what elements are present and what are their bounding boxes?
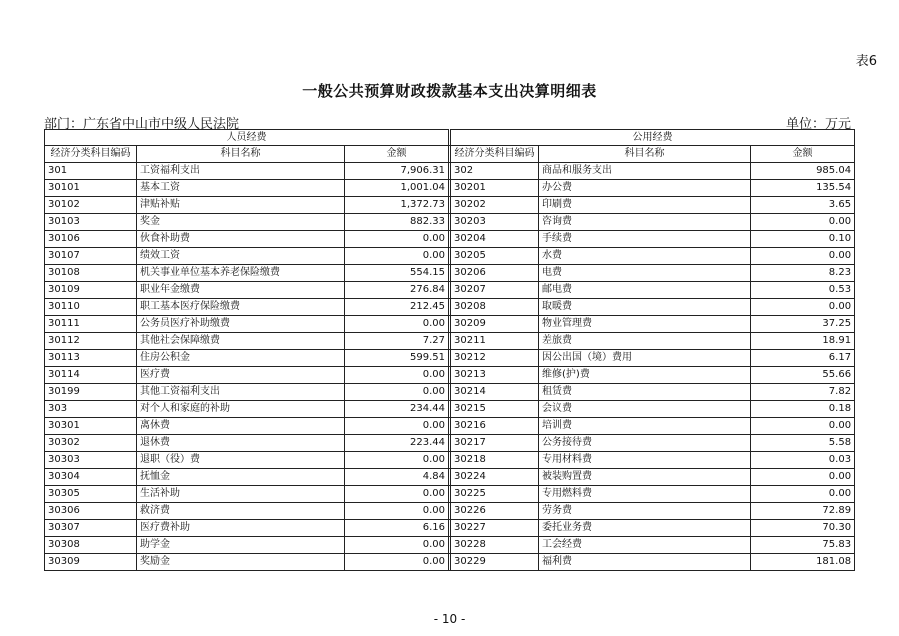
document-title: 一般公共预算财政拨款基本支出决算明细表 xyxy=(302,82,597,100)
public-name-cell: 差旅费 xyxy=(539,333,751,350)
table-row xyxy=(45,350,855,367)
personnel-amount-cell: 7,906.31 xyxy=(345,163,449,180)
public-amount-cell: 135.54 xyxy=(751,180,855,197)
personnel-name-cell: 公务员医疗补助缴费 xyxy=(137,316,345,333)
table-row xyxy=(45,384,855,401)
personnel-code-cell: 30306 xyxy=(45,503,137,520)
public-amount-cell: 0.03 xyxy=(751,452,855,469)
personnel-name-cell: 奖励金 xyxy=(137,554,345,571)
personnel-expenses-header: 人员经费 xyxy=(45,130,449,146)
personnel-code-cell: 30106 xyxy=(45,231,137,248)
table-row xyxy=(45,265,855,282)
personnel-amount-cell: 0.00 xyxy=(345,554,449,571)
public-name-cell: 培训费 xyxy=(539,418,751,435)
personnel-name-cell: 医疗费 xyxy=(137,367,345,384)
public-code-cell: 30208 xyxy=(451,299,539,316)
public-amount-cell: 0.00 xyxy=(751,469,855,486)
public-code-cell: 30207 xyxy=(451,282,539,299)
personnel-code-cell: 30302 xyxy=(45,435,137,452)
table-row xyxy=(45,197,855,214)
personnel-code-cell: 30110 xyxy=(45,299,137,316)
public-amount-cell: 75.83 xyxy=(751,537,855,554)
public-expenses-header: 公用经费 xyxy=(451,130,855,146)
public-name-cell: 水费 xyxy=(539,248,751,265)
personnel-name-cell: 救济费 xyxy=(137,503,345,520)
personnel-code-cell: 30101 xyxy=(45,180,137,197)
left-amount-header: 金额 xyxy=(345,146,449,163)
public-name-cell: 因公出国（境）费用 xyxy=(539,350,751,367)
public-name-cell: 劳务费 xyxy=(539,503,751,520)
public-code-cell: 30214 xyxy=(451,384,539,401)
personnel-code-cell: 30303 xyxy=(45,452,137,469)
personnel-amount-cell: 223.44 xyxy=(345,435,449,452)
public-code-cell: 30217 xyxy=(451,435,539,452)
personnel-code-cell: 30103 xyxy=(45,214,137,231)
public-amount-cell: 55.66 xyxy=(751,367,855,384)
public-code-cell: 30225 xyxy=(451,486,539,503)
personnel-amount-cell: 6.16 xyxy=(345,520,449,537)
personnel-amount-cell: 0.00 xyxy=(345,537,449,554)
personnel-amount-cell: 554.15 xyxy=(345,265,449,282)
personnel-name-cell: 津贴补贴 xyxy=(137,197,345,214)
personnel-name-cell: 其他工资福利支出 xyxy=(137,384,345,401)
unit-label: 单位：万元 xyxy=(785,117,851,132)
public-amount-cell: 0.00 xyxy=(751,248,855,265)
table-row xyxy=(45,180,855,197)
table-row xyxy=(45,554,855,571)
budget-table xyxy=(44,129,855,571)
personnel-name-cell: 工资福利支出 xyxy=(137,163,345,180)
personnel-amount-cell: 0.00 xyxy=(345,418,449,435)
personnel-amount-cell: 0.00 xyxy=(345,503,449,520)
public-amount-cell: 0.18 xyxy=(751,401,855,418)
public-name-cell: 委托业务费 xyxy=(539,520,751,537)
table-row xyxy=(45,231,855,248)
personnel-name-cell: 伙食补助费 xyxy=(137,231,345,248)
public-name-cell: 专用材料费 xyxy=(539,452,751,469)
personnel-amount-cell: 0.00 xyxy=(345,367,449,384)
public-code-cell: 30206 xyxy=(451,265,539,282)
personnel-code-cell: 30307 xyxy=(45,520,137,537)
table-row xyxy=(45,282,855,299)
personnel-name-cell: 绩效工资 xyxy=(137,248,345,265)
public-name-cell: 商品和服务支出 xyxy=(539,163,751,180)
public-amount-cell: 0.00 xyxy=(751,418,855,435)
public-amount-cell: 37.25 xyxy=(751,316,855,333)
public-amount-cell: 0.00 xyxy=(751,486,855,503)
public-code-cell: 30212 xyxy=(451,350,539,367)
left-code-header: 经济分类科目编码 xyxy=(45,146,137,163)
public-amount-cell: 8.23 xyxy=(751,265,855,282)
personnel-name-cell: 抚恤金 xyxy=(137,469,345,486)
personnel-name-cell: 基本工资 xyxy=(137,180,345,197)
personnel-amount-cell: 599.51 xyxy=(345,350,449,367)
public-code-cell: 30218 xyxy=(451,452,539,469)
public-code-cell: 30209 xyxy=(451,316,539,333)
table-row xyxy=(45,163,855,180)
personnel-name-cell: 退休费 xyxy=(137,435,345,452)
table-body xyxy=(45,163,855,571)
public-name-cell: 手续费 xyxy=(539,231,751,248)
public-code-cell: 30204 xyxy=(451,231,539,248)
public-name-cell: 会议费 xyxy=(539,401,751,418)
table-row xyxy=(45,486,855,503)
personnel-code-cell: 30308 xyxy=(45,537,137,554)
public-name-cell: 邮电费 xyxy=(539,282,751,299)
personnel-name-cell: 助学金 xyxy=(137,537,345,554)
personnel-code-cell: 30309 xyxy=(45,554,137,571)
public-code-cell: 30229 xyxy=(451,554,539,571)
personnel-amount-cell: 4.84 xyxy=(345,469,449,486)
personnel-amount-cell: 0.00 xyxy=(345,384,449,401)
table-row xyxy=(45,418,855,435)
public-name-cell: 工会经费 xyxy=(539,537,751,554)
personnel-amount-cell: 1,001.04 xyxy=(345,180,449,197)
public-code-cell: 30227 xyxy=(451,520,539,537)
public-code-cell: 30202 xyxy=(451,197,539,214)
personnel-code-cell: 30199 xyxy=(45,384,137,401)
table-row xyxy=(45,401,855,418)
public-amount-cell: 70.30 xyxy=(751,520,855,537)
personnel-name-cell: 机关事业单位基本养老保险缴费 xyxy=(137,265,345,282)
right-amount-header: 金额 xyxy=(751,146,855,163)
personnel-name-cell: 职工基本医疗保险缴费 xyxy=(137,299,345,316)
personnel-amount-cell: 234.44 xyxy=(345,401,449,418)
public-name-cell: 咨询费 xyxy=(539,214,751,231)
public-name-cell: 租赁费 xyxy=(539,384,751,401)
personnel-code-cell: 30113 xyxy=(45,350,137,367)
table-row xyxy=(45,367,855,384)
personnel-code-cell: 30112 xyxy=(45,333,137,350)
personnel-code-cell: 30111 xyxy=(45,316,137,333)
public-amount-cell: 985.04 xyxy=(751,163,855,180)
public-code-cell: 30216 xyxy=(451,418,539,435)
personnel-code-cell: 30114 xyxy=(45,367,137,384)
personnel-amount-cell: 1,372.73 xyxy=(345,197,449,214)
public-code-cell: 30211 xyxy=(451,333,539,350)
personnel-code-cell: 301 xyxy=(45,163,137,180)
personnel-name-cell: 生活补助 xyxy=(137,486,345,503)
table-row xyxy=(45,520,855,537)
public-amount-cell: 0.10 xyxy=(751,231,855,248)
personnel-code-cell: 30304 xyxy=(45,469,137,486)
personnel-name-cell: 退职（役）费 xyxy=(137,452,345,469)
public-name-cell: 福利费 xyxy=(539,554,751,571)
table-row xyxy=(45,333,855,350)
public-code-cell: 30224 xyxy=(451,469,539,486)
personnel-code-cell: 30102 xyxy=(45,197,137,214)
page-number: - 10 - xyxy=(433,612,466,626)
public-amount-cell: 7.82 xyxy=(751,384,855,401)
personnel-amount-cell: 0.00 xyxy=(345,231,449,248)
public-name-cell: 办公费 xyxy=(539,180,751,197)
public-amount-cell: 6.17 xyxy=(751,350,855,367)
left-name-header: 科目名称 xyxy=(137,146,345,163)
personnel-code-cell: 303 xyxy=(45,401,137,418)
table-row xyxy=(45,316,855,333)
table-number: 表6 xyxy=(855,54,877,69)
public-code-cell: 30215 xyxy=(451,401,539,418)
personnel-name-cell: 对个人和家庭的补助 xyxy=(137,401,345,418)
personnel-name-cell: 奖金 xyxy=(137,214,345,231)
public-name-cell: 被装购置费 xyxy=(539,469,751,486)
personnel-amount-cell: 276.84 xyxy=(345,282,449,299)
public-name-cell: 印刷费 xyxy=(539,197,751,214)
public-code-cell: 30228 xyxy=(451,537,539,554)
table-row xyxy=(45,435,855,452)
public-code-cell: 302 xyxy=(451,163,539,180)
public-amount-cell: 0.00 xyxy=(751,299,855,316)
table-row xyxy=(45,214,855,231)
public-amount-cell: 3.65 xyxy=(751,197,855,214)
table-row xyxy=(45,452,855,469)
public-amount-cell: 18.91 xyxy=(751,333,855,350)
public-name-cell: 电费 xyxy=(539,265,751,282)
public-name-cell: 专用燃料费 xyxy=(539,486,751,503)
table-row xyxy=(45,503,855,520)
personnel-name-cell: 职业年金缴费 xyxy=(137,282,345,299)
personnel-amount-cell: 0.00 xyxy=(345,452,449,469)
public-amount-cell: 0.53 xyxy=(751,282,855,299)
table-row xyxy=(45,299,855,316)
public-amount-cell: 181.08 xyxy=(751,554,855,571)
personnel-name-cell: 其他社会保障缴费 xyxy=(137,333,345,350)
public-code-cell: 30203 xyxy=(451,214,539,231)
personnel-amount-cell: 212.45 xyxy=(345,299,449,316)
personnel-name-cell: 医疗费补助 xyxy=(137,520,345,537)
table-row xyxy=(45,248,855,265)
public-name-cell: 物业管理费 xyxy=(539,316,751,333)
public-name-cell: 维修(护)费 xyxy=(539,367,751,384)
personnel-code-cell: 30108 xyxy=(45,265,137,282)
public-name-cell: 公务接待费 xyxy=(539,435,751,452)
public-code-cell: 30205 xyxy=(451,248,539,265)
public-code-cell: 30201 xyxy=(451,180,539,197)
personnel-code-cell: 30305 xyxy=(45,486,137,503)
personnel-amount-cell: 0.00 xyxy=(345,486,449,503)
personnel-code-cell: 30301 xyxy=(45,418,137,435)
right-name-header: 科目名称 xyxy=(539,146,751,163)
department-label: 部门：广东省中山市中级人民法院 xyxy=(44,117,240,132)
public-amount-cell: 0.00 xyxy=(751,214,855,231)
right-code-header: 经济分类科目编码 xyxy=(451,146,539,163)
personnel-code-cell: 30107 xyxy=(45,248,137,265)
personnel-name-cell: 离休费 xyxy=(137,418,345,435)
public-amount-cell: 72.89 xyxy=(751,503,855,520)
public-code-cell: 30226 xyxy=(451,503,539,520)
personnel-amount-cell: 0.00 xyxy=(345,316,449,333)
public-code-cell: 30213 xyxy=(451,367,539,384)
public-name-cell: 取暖费 xyxy=(539,299,751,316)
public-amount-cell: 5.58 xyxy=(751,435,855,452)
personnel-code-cell: 30109 xyxy=(45,282,137,299)
personnel-amount-cell: 7.27 xyxy=(345,333,449,350)
table-row xyxy=(45,469,855,486)
table-row xyxy=(45,537,855,554)
personnel-name-cell: 住房公积金 xyxy=(137,350,345,367)
personnel-amount-cell: 0.00 xyxy=(345,248,449,265)
personnel-amount-cell: 882.33 xyxy=(345,214,449,231)
